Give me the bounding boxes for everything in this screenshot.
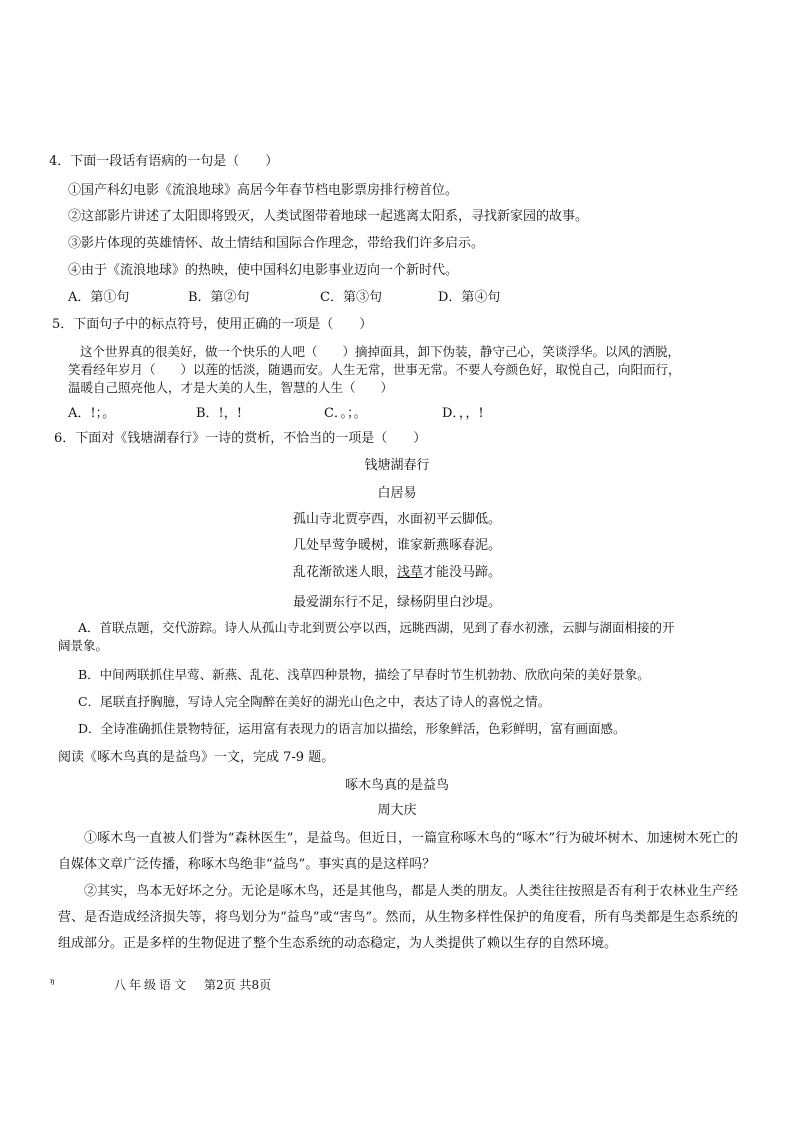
poem-line-3-start: 乱花渐欲迷人眼， [292, 565, 397, 580]
poem-line-3-end: 才能没马蹄。 [423, 565, 502, 580]
poem-line-1: 孤山寺北贾亭西，水面初平云脚低。 [292, 512, 501, 527]
article-title: 啄木鸟真的是益鸟 [344, 778, 449, 793]
poem-line-3 [0, 564, 794, 582]
q4-sentence-2: ②这部影片讲述了太阳即将毁灭，人类试图带着地球一起逃离太阳系，寻找新家园的故事。 [68, 209, 589, 224]
q4-sentence-4: ④由于《流浪地球》的热映，使中国科幻电影事业迈向一个新时代。 [68, 263, 459, 278]
q4-option-c[interactable]: C．第③句 [320, 290, 382, 305]
q5-passage-line-2: 笑看经年岁月（ ）以莲的恬淡，随遇而安。人生无常，世事无常。不要人夸颜色好，取悦自己，向阳而行， [68, 362, 681, 377]
poem-title: 钱塘湖春行 [364, 458, 430, 473]
poem-underlined-phrase: 浅草 [396, 565, 423, 580]
q5-passage-line-1: 这个世界真的很美好，做一个快乐的人吧（ ）摘掉面具，卸下伪装，静守己心，笑谈浮华。以风的洒脱， [80, 344, 681, 359]
q4-option-a[interactable]: A．第①句 [68, 290, 130, 305]
q6-stem: 6．下面对《钱塘湖春行》一诗的赏析，不恰当的一项是（ ） [54, 431, 427, 446]
q4-stem: 4．下面一段话有语病的一句是（ ） [49, 154, 279, 169]
q5-option-b[interactable]: B．!，! [196, 406, 243, 421]
q6-option-d[interactable]: D．全诗准确抓住景物特征，运用富有表现力的语言加以描绘，形象鲜活，色彩鲜明，富有画面感。 [78, 721, 626, 736]
q5-option-a[interactable]: A．!；。 [68, 406, 116, 421]
q5-option-d[interactable]: D．，，! [442, 406, 484, 421]
q4-option-d[interactable]: D．第④句 [438, 290, 501, 305]
q4-option-b[interactable]: B．第②句 [188, 290, 250, 305]
q6-option-a-line-1[interactable]: A．首联点题，交代游踪。诗人从孤山寺北到贾公亭以西，远眺西湖，见到了春水初涨，云脚与湖面相接的开 [78, 620, 675, 635]
article-paragraph-2: ②其实，鸟本无好坏之分。无论是啄木鸟，还是其他鸟，都是人类的朋友。人类往往按照是否有利于农林业生产经营、是否造成经济损失等，将鸟划分为“益鸟”或“害鸟”。然而，从生物多样性保护的角度看，所有鸟类都是生态系统的组成部分。正是多样的生物促进了整个生态系统的动态稳定，为人类提供了赖以生存的自然环境。 [58, 884, 738, 951]
article-author: 周大庆 [377, 803, 417, 818]
poem-line-4: 最爱湖东行不足，绿杨阴里白沙堤。 [292, 595, 501, 610]
q5-option-c[interactable]: C．。；。 [324, 406, 367, 421]
footer-subject: 八年级语文 [114, 978, 190, 992]
footer-mark: ᵑ [50, 976, 55, 990]
q6-option-a-line-2: 阔景象。 [58, 638, 109, 653]
poem-line-2: 几处早莺争暖树，谁家新燕啄春泥。 [292, 538, 501, 553]
q5-stem: 5．下面句子中的标点符号，使用正确的一项是（ ） [52, 317, 373, 332]
poem-author: 白居易 [377, 486, 417, 501]
q5-passage-line-3: 温暖自己照亮他人，才是大美的人生，智慧的人生（ ） [68, 380, 394, 395]
q4-sentence-1: ①国产科幻电影《流浪地球》高居今年春节档电影票房排行榜首位。 [68, 183, 459, 198]
q4-sentence-3: ③影片体现的英雄情怀、故土情结和国际合作理念，带给我们许多启示。 [68, 236, 485, 251]
article-paragraph-1: ①啄木鸟一直被人们誉为“森林医生”，是益鸟。但近日，一篇宣称啄木鸟的“啄木”行为破坏树木、加速树木死亡的自媒体文章广泛传播，称啄木鸟绝非“益鸟”。事实真的是这样吗？ [58, 831, 738, 872]
footer-page-number: 第2页 共8页 [204, 978, 272, 992]
q6-option-b[interactable]: B．中间两联抓住早莺、新燕、乱花、浅草四种景物，描绘了早春时节生机勃勃、欣欣向荣的美好景象。 [78, 667, 650, 682]
q6-option-c[interactable]: C．尾联直抒胸臆，写诗人完全陶醉在美好的湖光山色之中，表达了诗人的喜悦之情。 [78, 694, 551, 709]
reading-intro: 阅读《啄木鸟真的是益鸟》一文，完成 7-9 题。 [58, 750, 335, 765]
